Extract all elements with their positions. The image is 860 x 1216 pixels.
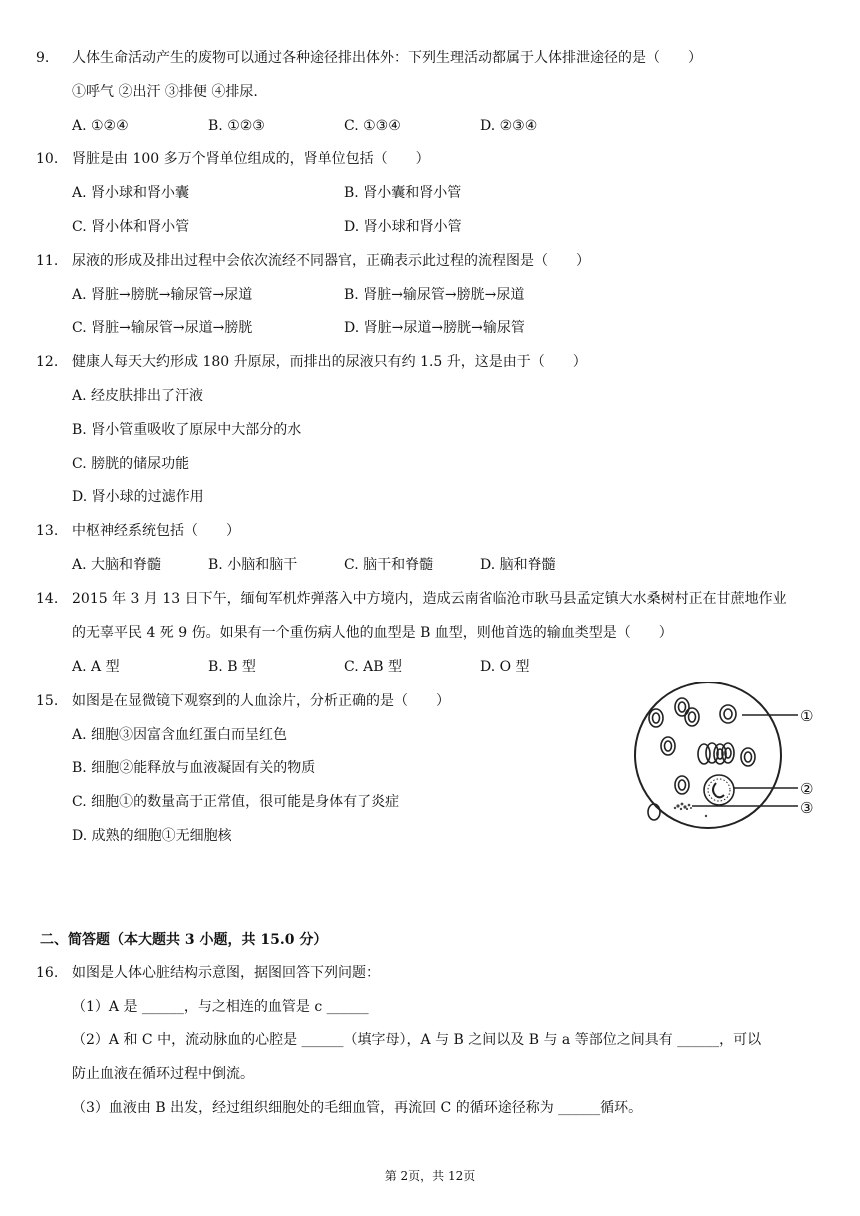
option-b[interactable]: B. 肾小囊和肾小管: [344, 185, 462, 201]
question-number: 14.: [36, 591, 59, 607]
question-number: 15.: [36, 693, 59, 709]
option-c[interactable]: C. ①③④: [344, 118, 401, 134]
option-d[interactable]: D. 肾小球和肾小管: [344, 219, 462, 235]
option-a[interactable]: A. ①②④: [72, 118, 129, 134]
option-c[interactable]: C. 脑干和脊髓: [344, 557, 434, 573]
question-number: 9.: [36, 50, 50, 66]
question-stem: 中枢神经系统包括（ ）: [72, 523, 240, 539]
question-stem: 肾脏是由 100 多万个肾单位组成的，肾单位包括（ ）: [72, 151, 430, 167]
label-1: ①: [800, 707, 814, 725]
question-sub-items: ①呼气 ②出汗 ③排便 ④排尿.: [72, 84, 258, 100]
sub-question-2-continued: 防止血液在循环过程中倒流。: [72, 1066, 254, 1082]
option-d[interactable]: D. 成熟的细胞①无细胞核: [72, 828, 232, 844]
question-stem: 如图是在显微镜下观察到的人血涂片，分析正确的是（ ）: [72, 693, 450, 709]
option-a[interactable]: A. 肾脏→膀胱→输尿管→尿道: [72, 287, 253, 303]
option-a[interactable]: A. 肾小球和肾小囊: [72, 185, 190, 201]
option-b[interactable]: B. B 型: [208, 659, 256, 675]
option-d[interactable]: D. ②③④: [480, 118, 538, 134]
option-b[interactable]: B. 小脑和脑干: [208, 557, 298, 573]
option-b[interactable]: B. ①②③: [208, 118, 265, 134]
option-d[interactable]: D. 脑和脊髓: [480, 557, 556, 573]
question-number: 10.: [36, 151, 59, 167]
question-stem: 健康人每天大约形成 180 升原尿，而排出的尿液只有约 1.5 升，这是由于（ ）: [72, 354, 587, 370]
option-b[interactable]: B. 肾脏→输尿管→膀胱→尿道: [344, 287, 525, 303]
question-14: [36, 589, 787, 609]
question-number: 12.: [36, 354, 59, 370]
option-a[interactable]: A. 大脑和脊髓: [72, 557, 162, 573]
option-a[interactable]: A. 细胞③因富含血红蛋白而呈红色: [72, 727, 288, 743]
question-11: [36, 251, 590, 271]
blood-smear-figure: [630, 682, 830, 832]
question-16: [36, 963, 380, 983]
option-a[interactable]: A. 经皮肤排出了汗液: [72, 388, 204, 404]
sub-question-2[interactable]: （2）A 和 C 中，流动脉血的心腔是 ______（填字母），A 与 B 之间以及 B 与 a 等部位之间具有 ______，可以: [72, 1032, 762, 1048]
question-stem: 人体生命活动产生的废物可以通过各种途径排出体外：下列生理活动都属于人体排泄途径的是（ ）: [72, 50, 702, 66]
question-stem: 如图是人体心脏结构示意图，据图回答下列问题：: [72, 965, 380, 981]
question-stem-continued: 的无辜平民 4 死 9 伤。如果有一个重伤病人他的血型是 B 血型，则他首选的输血类型是（ ）: [72, 625, 673, 641]
option-d[interactable]: D. 肾脏→尿道→膀胱→输尿管: [344, 320, 525, 336]
sub-question-3[interactable]: （3）血液由 B 出发，经过组织细胞处的毛细血管，再流回 C 的循环途径称为 ______循环。: [72, 1100, 643, 1116]
option-b[interactable]: B. 细胞②能释放与血液凝固有关的物质: [72, 760, 316, 776]
option-c[interactable]: C. 膀胱的储尿功能: [72, 456, 190, 472]
question-13: [36, 521, 240, 541]
question-stem: 2015 年 3 月 13 日下午，缅甸军机炸弹落入中方境内，造成云南省临沧市耿马县孟定镇大水桑树村正在甘蔗地作业: [72, 591, 787, 607]
sub-question-1[interactable]: （1）A 是 ______，与之相连的血管是 c ______: [72, 999, 369, 1015]
question-10: [36, 149, 430, 169]
option-c[interactable]: C. AB 型: [344, 659, 402, 675]
option-c[interactable]: C. 细胞①的数量高于正常值，很可能是身体有了炎症: [72, 794, 400, 810]
option-c[interactable]: C. 肾脏→输尿管→尿道→膀胱: [72, 320, 253, 336]
question-stem: 尿液的形成及排出过程中会依次流经不同器官，正确表示此过程的流程图是（ ）: [72, 253, 590, 269]
question-15: [36, 691, 450, 711]
option-d[interactable]: D. O 型: [480, 659, 530, 675]
label-2: ②: [800, 780, 814, 798]
question-number: 16.: [36, 965, 59, 981]
option-b[interactable]: B. 肾小管重吸收了原尿中大部分的水: [72, 422, 302, 438]
section-heading: 二、简答题（本大题共 3 小题，共 15.0 分）: [40, 932, 328, 948]
question-12: [36, 352, 587, 372]
question-number: 13.: [36, 523, 59, 539]
label-3: ③: [800, 799, 814, 817]
option-d[interactable]: D. 肾小球的过滤作用: [72, 489, 204, 505]
question-number: 11.: [36, 253, 59, 269]
option-a[interactable]: A. A 型: [72, 659, 120, 675]
question-9: [36, 48, 702, 68]
option-c[interactable]: C. 肾小体和肾小管: [72, 219, 190, 235]
page-number: 第 2页，共 12页: [384, 1169, 476, 1183]
